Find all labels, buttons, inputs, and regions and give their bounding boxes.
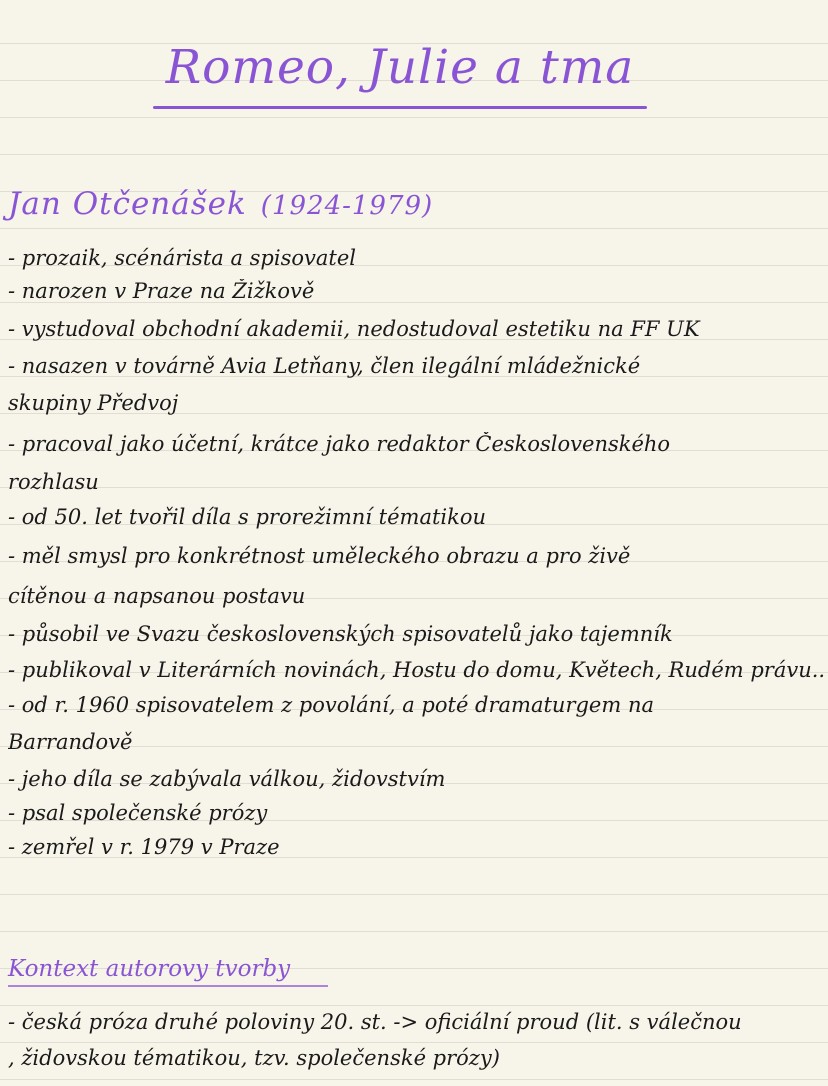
section-heading: Kontext autorovy tvorby: [8, 956, 291, 982]
note-line: - publikoval v Literárních novinách, Hostu do domu, Květech, Rudém právu..: [8, 658, 826, 682]
page-title: Romeo, Julie a tma: [165, 40, 635, 95]
author-name: Jan Otčenášek: [8, 186, 247, 222]
note-line: - pracoval jako účetní, krátce jako redaktor Československého: [8, 432, 671, 456]
note-line: - jeho díla se zabývala válkou, židovstvím: [8, 767, 446, 791]
title-underline: [153, 106, 647, 109]
note-line: - od r. 1960 spisovatelem z povolání, a poté dramaturgem na: [8, 693, 654, 717]
note-line: - psal společenské prózy: [8, 801, 268, 825]
note-line: cítěnou a napsanou postavu: [8, 584, 306, 608]
note-line: rozhlasu: [8, 470, 99, 494]
note-line: - působil ve Svazu československých spisovatelů jako tajemník: [8, 622, 673, 646]
note-line: - vystudoval obchodní akademii, nedostudoval estetiku na FF UK: [8, 317, 700, 341]
note-line: - od 50. let tvořil díla s prorežimní tématikou: [8, 505, 487, 529]
note-line: skupiny Předvoj: [8, 391, 179, 415]
note-line: - česká próza druhé poloviny 20. st. -> oficiální proud (lit. s válečnou: [8, 1010, 742, 1034]
note-line: , židovskou tématikou, tzv. společenské prózy): [8, 1046, 500, 1070]
note-line: - prozaik, scénárista a spisovatel: [8, 246, 356, 270]
author-years: (1924-1979): [260, 191, 434, 221]
note-line: Barrandově: [8, 730, 133, 754]
section-underline: [8, 985, 328, 987]
note-line: - zemřel v r. 1979 v Praze: [8, 835, 280, 859]
note-line: - nasazen v továrně Avia Letňany, člen ilegální mládežnické: [8, 354, 641, 378]
note-line: - měl smysl pro konkrétnost uměleckého obrazu a pro živě: [8, 544, 631, 568]
author-heading: [8, 186, 433, 222]
note-line: - narozen v Praze na Žižkově: [8, 279, 315, 303]
